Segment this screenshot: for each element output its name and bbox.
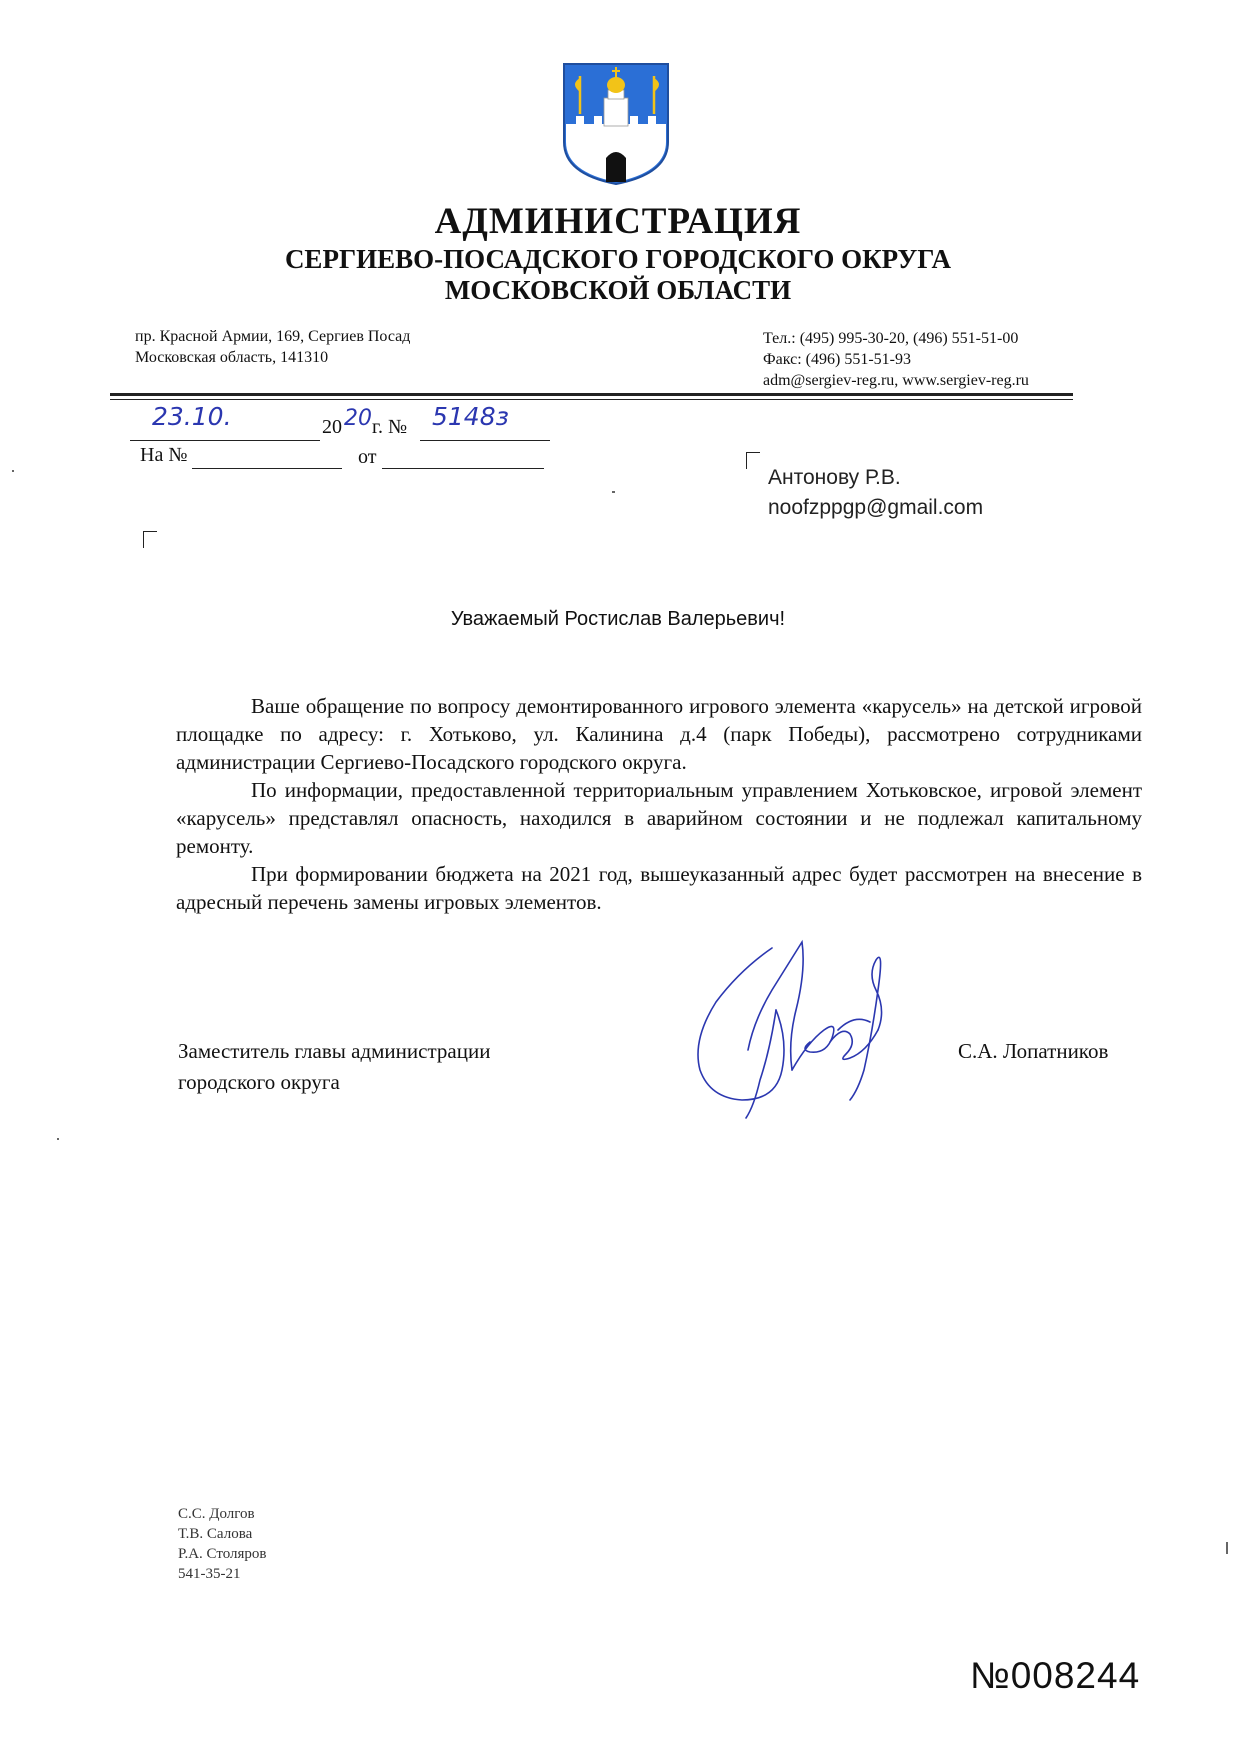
reference-label: На № — [140, 444, 188, 466]
number-underline — [420, 440, 550, 441]
address-line: пр. Красной Армии, 169, Сергиев Посад — [135, 328, 411, 345]
executor-phone: 541-35-21 — [178, 1566, 241, 1582]
scan-speck — [12, 470, 14, 472]
date-underline — [130, 440, 320, 441]
body-paragraph: По информации, предоставленной территориальным управлением Хотьковское, игровой элемент «карусель» представлял опасность, находился в аварийном состоянии и не подлежал капитальному ремонту. — [176, 778, 1142, 858]
registration-year: 20 — [344, 406, 372, 431]
signatory-position — [178, 1036, 490, 1098]
serial-number: №008244 — [970, 1655, 1141, 1696]
greeting: Уважаемый Ростислав Валерьевич! — [450, 608, 786, 630]
executor-name: Р.А. Столяров — [178, 1546, 267, 1562]
organization-subtitle: СЕРГИЕВО-ПОСАДСКОГО ГОРОДСКОГО ОКРУГА — [284, 244, 952, 274]
subject-corner-mark — [143, 531, 157, 548]
reference-line — [140, 444, 580, 474]
organization-title: АДМИНИСТРАЦИЯ — [434, 201, 802, 242]
coat-of-arms-icon — [562, 62, 670, 186]
organization-region: МОСКОВСКОЙ ОБЛАСТИ — [444, 275, 792, 305]
letter-body — [176, 692, 1142, 916]
year-suffix: г. № — [372, 416, 408, 438]
body-paragraph: Ваше обращение по вопросу демонтированного игрового элемента «карусель» на детской игровой площадке по адресу: г. Хотьково, ул. Калинина д.4 (парк Победы), рассмотрено сотрудниками администрации Сергиево-Посадского городского округа. — [176, 694, 1142, 774]
from-underline — [382, 468, 544, 469]
executor-name: С.С. Долгов — [178, 1506, 255, 1522]
recipient-name: Антонову Р.В. — [768, 466, 901, 489]
phone-line: Тел.: (495) 995-30-20, (496) 551-51-00 — [763, 330, 1019, 347]
registration-line — [120, 402, 560, 440]
header-divider — [110, 393, 1073, 396]
scan-speck — [57, 1138, 59, 1140]
header-divider — [110, 399, 1073, 400]
registration-date: 23.10. — [152, 402, 232, 431]
address-line: Московская область, 141310 — [135, 349, 329, 366]
scan-speck — [1226, 1542, 1228, 1554]
signatory-name: С.А. Лопатников — [958, 1039, 1109, 1063]
contact-block — [763, 328, 1029, 391]
position-line: городского округа — [178, 1070, 340, 1094]
fax-line: Факс: (496) 551-51-93 — [763, 351, 911, 368]
postal-address — [135, 326, 410, 368]
body-paragraph: При формировании бюджета на 2021 год, вышеуказанный адрес будет рассмотрен на внесение в адресный перечень замены игровых элементов. — [176, 862, 1142, 914]
from-label: от — [358, 446, 377, 468]
reference-underline — [192, 468, 342, 469]
executor-name: Т.В. Салова — [178, 1526, 253, 1542]
web-line: adm@sergiev-reg.ru, www.sergiev-reg.ru — [763, 372, 1029, 389]
scan-speck — [612, 491, 615, 493]
position-line: Заместитель главы администрации — [178, 1039, 491, 1063]
recipient-email: noofzppgp@gmail.com — [768, 496, 984, 519]
executors-block — [178, 1504, 266, 1584]
recipient-corner-mark — [746, 452, 760, 469]
handwritten-signature-icon — [680, 930, 940, 1130]
year-prefix: 20 — [322, 416, 342, 438]
registration-number: 5148з — [432, 402, 509, 431]
